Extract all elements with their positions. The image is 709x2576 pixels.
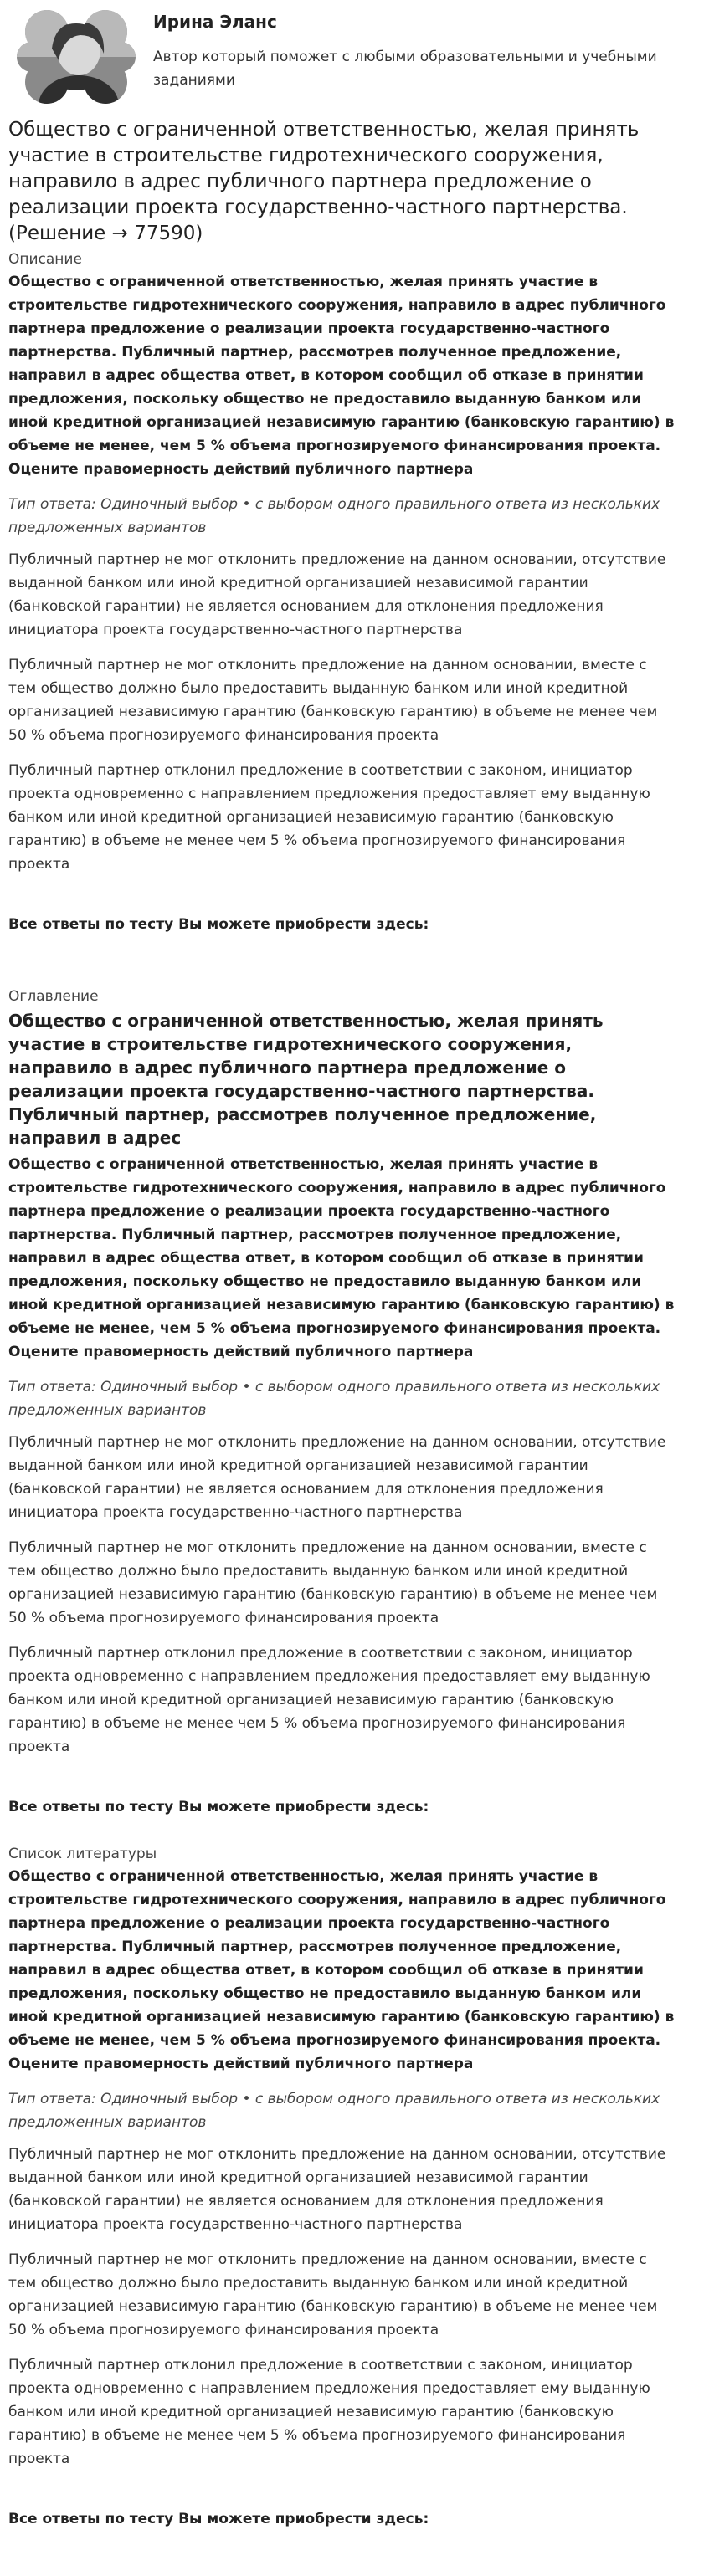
answer-options	[8, 2143, 678, 2471]
answer-type: Тип ответа: Одиночный выбор • с выбором одного правильного ответа из нескольких предложенных вариантов	[8, 496, 660, 536]
answer-options	[8, 1431, 678, 1759]
answer-type: Тип ответа: Одиночный выбор • с выбором одного правильного ответа из нескольких предложенных вариантов	[8, 1379, 660, 1419]
answer-option: Публичный партнер не мог отклонить предложение на данном основании, вместе с тем общество должно было предоставить выданную банком или иной кредитной организацией независимую гарантию (банковскую гарантию) в объеме не менее чем 50 % объема прогнозируемого финансирования проекта	[8, 2251, 658, 2338]
contents-heading: Общество с ограниченной ответственностью, желая принять участие в строительстве гидротехнического сооружения, направило в адрес публичного партнера предложение о реализации проекта государственно-частного партнерства. Публичный партнер, рассмотрев полученное предложение, направил в адрес	[8, 1011, 604, 1148]
section-references	[8, 1843, 678, 2531]
question-text: Общество с ограниченной ответственностью, желая принять участие в строительстве гидротехнического сооружения, направило в адрес публичного партнера предложение о реализации проекта государственно-частного партнерства. Публичный партнер, рассмотрев полученное предложение, направил в адрес общества ответ, в котором сообщил об отказе в принятии предложения, поскольку общество не предоставило выданную банком или иной кредитной организацией независимую гарантию (банковскую гарантию) в объеме не менее, чем 5 % объема прогнозируемого финансирования проекта. Оцените правомерность действий публичного партнера	[8, 1868, 675, 2072]
answer-option: Публичный партнер не мог отклонить предложение на данном основании, отсутствие выданной банком или иной кредитной организацией независимой гарантии (банковской гарантии) не является основанием для отклонения предложения инициатора проекта государственно-частного партнерства	[8, 2146, 666, 2233]
section-label: Список литературы	[8, 1846, 157, 1862]
author-description: Автор который поможет с любыми образовательными и учебными заданиями	[153, 49, 657, 89]
section-label: Оглавление	[8, 988, 99, 1005]
answer-option: Публичный партнер отклонил предложение в соответствии с законом, инициатор проекта одновременно с направлением предложения предоставляет ему выданную банком или иной кредитной организацией независимую гарантию (банковскую гарантию) в объеме не менее чем 5 % объема прогнозируемого финансирования проекта	[8, 762, 650, 873]
author-name[interactable]: Ирина Эланс	[153, 12, 277, 32]
author-card	[8, 7, 695, 107]
answer-option: Публичный партнер не мог отклонить предложение на данном основании, отсутствие выданной банком или иной кредитной организацией независимой гарантии (банковской гарантии) не является основанием для отклонения предложения инициатора проекта государственно-частного партнерства	[8, 1434, 666, 1521]
section-contents	[8, 986, 678, 1819]
buy-answers-text: Все ответы по тесту Вы можете приобрести здесь:	[8, 1799, 429, 1815]
section-description	[8, 248, 678, 936]
buy-answers-text: Все ответы по тесту Вы можете приобрести здесь:	[8, 916, 429, 933]
author-avatar	[13, 7, 139, 107]
buy-answers-text: Все ответы по тесту Вы можете приобрести здесь:	[8, 2511, 429, 2527]
page-title: Общество с ограниченной ответственностью, желая принять участие в строительстве гидротехнического сооружения, направило в адрес публичного партнера предложение о реализации проекта государственно-частного партнерства. (Решение → 77590)	[8, 119, 640, 244]
answer-option: Публичный партнер не мог отклонить предложение на данном основании, вместе с тем общество должно было предоставить выданную банком или иной кредитной организацией независимую гарантию (банковскую гарантию) в объеме не менее чем 50 % объема прогнозируемого финансирования проекта	[8, 1539, 658, 1626]
answer-option: Публичный партнер не мог отклонить предложение на данном основании, отсутствие выданной банком или иной кредитной организацией независимой гарантии (банковской гарантии) не является основанием для отклонения предложения инициатора проекта государственно-частного партнерства	[8, 551, 666, 638]
question-text: Общество с ограниченной ответственностью, желая принять участие в строительстве гидротехнического сооружения, направило в адрес публичного партнера предложение о реализации проекта государственно-частного партнерства. Публичный партнер, рассмотрев полученное предложение, направил в адрес общества ответ, в котором сообщил об отказе в принятии предложения, поскольку общество не предоставило выданную банком или иной кредитной организацией независимую гарантию (банковскую гарантию) в объеме не менее, чем 5 % объема прогнозируемого финансирования проекта. Оцените правомерность действий публичного партнера	[8, 274, 675, 478]
answer-type: Тип ответа: Одиночный выбор • с выбором одного правильного ответа из нескольких предложенных вариантов	[8, 2091, 660, 2131]
section-label: Описание	[8, 251, 82, 268]
question-text: Общество с ограниченной ответственностью, желая принять участие в строительстве гидротехнического сооружения, направило в адрес публичного партнера предложение о реализации проекта государственно-частного партнерства. Публичный партнер, рассмотрев полученное предложение, направил в адрес общества ответ, в котором сообщил об отказе в принятии предложения, поскольку общество не предоставило выданную банком или иной кредитной организацией независимую гарантию (банковскую гарантию) в объеме не менее, чем 5 % объема прогнозируемого финансирования проекта. Оцените правомерность действий публичного партнера	[8, 1156, 675, 1360]
answer-options	[8, 548, 678, 876]
answer-option: Публичный партнер отклонил предложение в соответствии с законом, инициатор проекта одновременно с направлением предложения предоставляет ему выданную банком или иной кредитной организацией независимую гарантию (банковскую гарантию) в объеме не менее чем 5 % объема прогнозируемого финансирования проекта	[8, 1645, 650, 1755]
answer-option: Публичный партнер не мог отклонить предложение на данном основании, вместе с тем общество должно было предоставить выданную банком или иной кредитной организацией независимую гарантию (банковскую гарантию) в объеме не менее чем 50 % объема прогнозируемого финансирования проекта	[8, 657, 658, 744]
answer-option: Публичный партнер отклонил предложение в соответствии с законом, инициатор проекта одновременно с направлением предложения предоставляет ему выданную банком или иной кредитной организацией независимую гарантию (банковскую гарантию) в объеме не менее чем 5 % объема прогнозируемого финансирования проекта	[8, 2357, 650, 2467]
